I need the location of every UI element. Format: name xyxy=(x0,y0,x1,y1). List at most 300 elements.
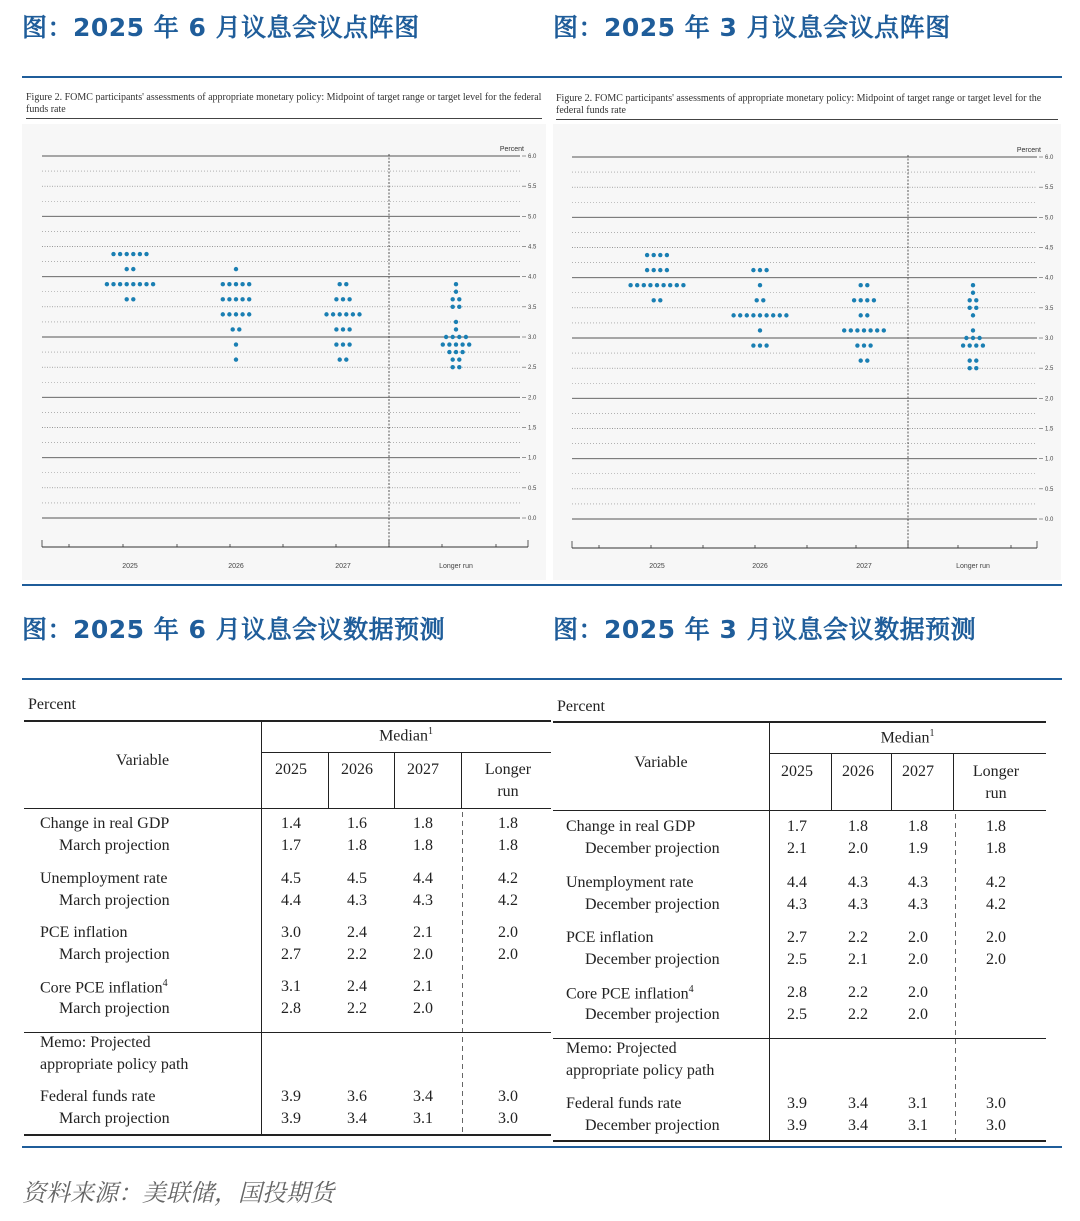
column-border xyxy=(831,753,832,810)
y-tick-label: 1.0 xyxy=(1045,456,1054,463)
variable-column-border xyxy=(769,721,770,1140)
value-cell: 3.9 xyxy=(787,1095,807,1112)
table-bottom-border xyxy=(24,1134,551,1136)
participant-dot xyxy=(125,297,129,301)
participant-dot xyxy=(665,253,669,257)
participant-dot xyxy=(467,342,471,346)
participant-dot xyxy=(855,343,859,347)
value-cell: 2.0 xyxy=(498,924,518,941)
participant-dot xyxy=(144,252,148,256)
participant-dot xyxy=(974,366,978,370)
participant-dot xyxy=(234,357,238,361)
y-tick-label: 3.5 xyxy=(1045,305,1054,312)
y-tick-label: 2.0 xyxy=(1045,396,1054,403)
participant-dot xyxy=(758,343,762,347)
participant-dot xyxy=(344,282,348,286)
dot-plot-chart-march xyxy=(553,80,1061,580)
participant-dot xyxy=(334,342,338,346)
value-cell: 1.8 xyxy=(498,815,518,832)
participant-dot xyxy=(971,313,975,317)
participant-dot xyxy=(347,297,351,301)
column-header: Longer xyxy=(484,761,532,778)
dot-plot-chart-june xyxy=(22,80,546,580)
variable-header: Variable xyxy=(634,754,688,771)
value-cell: 1.9 xyxy=(908,840,928,857)
participant-dot xyxy=(131,252,135,256)
participant-dot xyxy=(865,358,869,362)
row-sub-label: March projection xyxy=(59,837,170,854)
sep-table-march xyxy=(553,690,1047,1142)
value-cell: 1.8 xyxy=(986,840,1006,857)
row-label: PCE inflation xyxy=(566,929,654,946)
table-top-rule xyxy=(22,678,1062,680)
participant-dot xyxy=(642,283,646,287)
value-cell: 3.6 xyxy=(347,1088,367,1105)
participant-dot xyxy=(131,267,135,271)
value-cell: 2.0 xyxy=(986,929,1006,946)
value-cell: 3.0 xyxy=(986,1117,1006,1134)
x-category-label: 2027 xyxy=(335,563,351,570)
source-note: 资料来源：美联储，国投期货 xyxy=(22,1179,334,1207)
row-sub-label: March projection xyxy=(59,892,170,909)
participant-dot xyxy=(977,336,981,340)
participant-dot xyxy=(457,365,461,369)
participant-dot xyxy=(234,342,238,346)
participant-dot xyxy=(974,343,978,347)
column-header: run xyxy=(497,783,519,800)
value-cell: 4.3 xyxy=(848,896,868,913)
participant-dot xyxy=(118,252,122,256)
footnote-marker: 1 xyxy=(929,728,935,739)
value-cell: 2.0 xyxy=(908,929,928,946)
row-sub-label: March projection xyxy=(59,1110,170,1127)
variable-header: Variable xyxy=(115,752,170,769)
participant-dot xyxy=(974,358,978,362)
participant-dot xyxy=(324,312,328,316)
memo-border xyxy=(24,1032,551,1033)
participant-dot xyxy=(665,268,669,272)
participant-dot xyxy=(125,282,129,286)
figure-caption: Figure 2. FOMC participants' assessments of appropriate monetary policy: Midpoint of target range or target level for the federal funds rate xyxy=(26,92,542,115)
unit-label: Percent xyxy=(557,698,605,715)
value-cell: 3.0 xyxy=(498,1088,518,1105)
participant-dot xyxy=(738,313,742,317)
participant-dot xyxy=(111,282,115,286)
y-tick-label: 1.5 xyxy=(528,425,537,432)
participant-dot xyxy=(338,312,342,316)
y-tick-label: 5.5 xyxy=(528,184,537,191)
value-cell: 1.8 xyxy=(986,818,1006,835)
value-cell: 2.2 xyxy=(848,1006,868,1023)
participant-dot xyxy=(457,335,461,339)
value-cell: 3.0 xyxy=(281,924,301,941)
bottom-rule xyxy=(22,1146,1062,1148)
participant-dot xyxy=(351,312,355,316)
participant-dot xyxy=(464,335,468,339)
participant-dot xyxy=(247,297,251,301)
value-cell: 2.5 xyxy=(787,951,807,968)
value-cell: 1.8 xyxy=(413,815,433,832)
participant-dot xyxy=(240,297,244,301)
participant-dot xyxy=(751,268,755,272)
y-tick-label: 4.0 xyxy=(528,274,537,281)
participant-dot xyxy=(862,328,866,332)
value-cell: 4.2 xyxy=(498,892,518,909)
value-cell: 1.8 xyxy=(908,818,928,835)
participant-dot xyxy=(764,343,768,347)
row-label: Change in real GDP xyxy=(40,815,170,832)
value-cell: 2.4 xyxy=(347,924,367,941)
participant-dot xyxy=(859,313,863,317)
x-category-label: 2026 xyxy=(228,563,244,570)
participant-dot xyxy=(221,282,225,286)
dot-plot-panel-march xyxy=(553,80,1061,580)
value-cell: 3.1 xyxy=(908,1095,928,1112)
row-label: Federal funds rate xyxy=(40,1088,156,1105)
value-cell: 1.8 xyxy=(413,837,433,854)
value-cell: 2.2 xyxy=(347,946,367,963)
participant-dot xyxy=(784,313,788,317)
y-tick-label: 0.5 xyxy=(528,485,537,492)
participant-dot xyxy=(849,328,853,332)
value-cell: 3.9 xyxy=(281,1088,301,1105)
y-tick-label: 2.5 xyxy=(528,365,537,372)
value-cell: 4.2 xyxy=(986,896,1006,913)
y-tick-label: 0.0 xyxy=(1045,517,1054,523)
participant-dot xyxy=(675,283,679,287)
column-border xyxy=(953,753,954,810)
column-header: 2027 xyxy=(902,763,934,780)
participant-dot xyxy=(451,357,455,361)
value-cell: 3.1 xyxy=(281,978,301,995)
participant-dot xyxy=(764,268,768,272)
participant-dot xyxy=(971,328,975,332)
y-tick-label: 0.5 xyxy=(1045,486,1054,493)
row-sub-label: December projection xyxy=(585,896,720,913)
participant-dot xyxy=(138,282,142,286)
participant-dot xyxy=(855,328,859,332)
header-bottom-border xyxy=(24,808,551,809)
value-cell: 2.0 xyxy=(848,840,868,857)
participant-dot xyxy=(758,283,762,287)
x-category-label: Longer run xyxy=(439,563,473,570)
participant-dot xyxy=(451,297,455,301)
row-label: Change in real GDP xyxy=(566,818,696,835)
participant-dot xyxy=(731,313,735,317)
row-label: Federal funds rate xyxy=(566,1095,682,1112)
y-tick-label: 3.0 xyxy=(528,335,537,341)
value-cell: 2.2 xyxy=(347,1000,367,1017)
value-cell: 3.0 xyxy=(498,1110,518,1127)
participant-dot xyxy=(974,298,978,302)
participant-dot xyxy=(441,342,445,346)
participant-dot xyxy=(758,268,762,272)
participant-dot xyxy=(234,267,238,271)
row-sub-label: December projection xyxy=(585,951,720,968)
footnote-marker: 4 xyxy=(162,978,168,989)
participant-dot xyxy=(454,290,458,294)
participant-dot xyxy=(454,342,458,346)
participant-dot xyxy=(138,252,142,256)
memo-label: Memo: Projected xyxy=(40,1034,151,1051)
median-header: Median$^1$ xyxy=(880,728,935,747)
value-cell: 3.0 xyxy=(986,1095,1006,1112)
x-category-label: 2027 xyxy=(856,563,872,570)
x-category-label: Longer run xyxy=(956,563,990,570)
column-header: run xyxy=(985,785,1007,802)
participant-dot xyxy=(105,282,109,286)
figure-caption: Figure 2. FOMC participants' assessments of appropriate monetary policy: Midpoint of target range or target level for the federal funds rate xyxy=(556,93,1042,116)
participant-dot xyxy=(341,297,345,301)
participant-dot xyxy=(865,298,869,302)
value-cell: 2.7 xyxy=(787,929,807,946)
row-sub-label: December projection xyxy=(585,840,720,857)
participant-dot xyxy=(968,306,972,310)
participant-dot xyxy=(334,327,338,331)
value-cell: 4.3 xyxy=(347,892,367,909)
memo-label: appropriate policy path xyxy=(566,1062,715,1079)
value-cell: 2.2 xyxy=(848,984,868,1001)
y-tick-label: 2.0 xyxy=(528,395,537,402)
participant-dot xyxy=(231,327,235,331)
value-cell: 2.0 xyxy=(908,1006,928,1023)
participant-dot xyxy=(111,252,115,256)
heading-dot-plot-june: 图：2025 年 6 月议息会议点阵图 xyxy=(22,13,420,42)
participant-dot xyxy=(447,342,451,346)
participant-dot xyxy=(460,342,464,346)
participant-dot xyxy=(968,366,972,370)
memo-label: appropriate policy path xyxy=(40,1056,189,1073)
value-cell: 1.6 xyxy=(347,815,367,832)
row-sub-label: March projection xyxy=(59,1000,170,1017)
participant-dot xyxy=(652,298,656,302)
participant-dot xyxy=(658,253,662,257)
value-cell: 2.0 xyxy=(413,1000,433,1017)
participant-dot xyxy=(247,312,251,316)
participant-dot xyxy=(764,313,768,317)
value-cell: 4.4 xyxy=(787,874,807,891)
participant-dot xyxy=(755,298,759,302)
median-underline xyxy=(261,752,551,753)
participant-dot xyxy=(447,350,451,354)
column-header: 2025 xyxy=(781,763,813,780)
participant-dot xyxy=(971,336,975,340)
participant-dot xyxy=(771,313,775,317)
value-cell: 2.7 xyxy=(281,946,301,963)
participant-dot xyxy=(865,313,869,317)
participant-dot xyxy=(872,298,876,302)
table-top-border xyxy=(553,721,1046,723)
value-cell: 3.4 xyxy=(848,1117,868,1134)
participant-dot xyxy=(227,282,231,286)
value-cell: 3.1 xyxy=(908,1117,928,1134)
column-header: 2026 xyxy=(842,763,874,780)
value-cell: 2.1 xyxy=(787,840,807,857)
row-label: PCE inflation xyxy=(40,924,128,941)
table-bottom-border xyxy=(553,1140,1046,1142)
value-cell: 1.7 xyxy=(787,818,807,835)
participant-dot xyxy=(658,268,662,272)
participant-dot xyxy=(652,268,656,272)
memo-label: Memo: Projected xyxy=(566,1040,677,1057)
top-rule xyxy=(22,76,1062,78)
y-tick-label: 5.5 xyxy=(1045,185,1054,192)
column-header: 2026 xyxy=(341,761,373,778)
participant-dot xyxy=(842,328,846,332)
participant-dot xyxy=(981,343,985,347)
participant-dot xyxy=(761,298,765,302)
value-cell: 4.5 xyxy=(347,870,367,887)
value-cell: 2.1 xyxy=(848,951,868,968)
value-cell: 2.0 xyxy=(498,946,518,963)
value-cell: 1.8 xyxy=(347,837,367,854)
participant-dot xyxy=(859,298,863,302)
y-tick-label: 6.0 xyxy=(528,154,537,160)
participant-dot xyxy=(240,282,244,286)
participant-dot xyxy=(862,343,866,347)
row-sub-label: December projection xyxy=(585,1117,720,1134)
table-top-border xyxy=(24,720,551,722)
participant-dot xyxy=(758,313,762,317)
participant-dot xyxy=(971,283,975,287)
participant-dot xyxy=(151,282,155,286)
participant-dot xyxy=(457,305,461,309)
x-category-label: 2025 xyxy=(649,563,665,570)
participant-dot xyxy=(357,312,361,316)
participant-dot xyxy=(751,313,755,317)
participant-dot xyxy=(221,297,225,301)
participant-dot xyxy=(344,312,348,316)
value-cell: 2.0 xyxy=(986,951,1006,968)
value-cell: 1.7 xyxy=(281,837,301,854)
value-cell: 4.4 xyxy=(281,892,301,909)
participant-dot xyxy=(334,297,338,301)
variable-column-border xyxy=(261,720,262,1134)
column-border xyxy=(891,753,892,810)
participant-dot xyxy=(661,283,665,287)
participant-dot xyxy=(454,327,458,331)
participant-dot xyxy=(658,298,662,302)
participant-dot xyxy=(454,282,458,286)
y-axis-label: Percent xyxy=(1016,147,1041,154)
participant-dot xyxy=(882,328,886,332)
participant-dot xyxy=(144,282,148,286)
participant-dot xyxy=(859,283,863,287)
row-label: Core PCE inflation$^4$ xyxy=(566,984,694,1003)
value-cell: 1.8 xyxy=(498,837,518,854)
heading-dot-plot-march: 图：2025 年 3 月议息会议点阵图 xyxy=(553,13,951,42)
participant-dot xyxy=(234,282,238,286)
participant-dot xyxy=(118,282,122,286)
participant-dot xyxy=(347,342,351,346)
participant-dot xyxy=(652,253,656,257)
value-cell: 4.5 xyxy=(281,870,301,887)
median-underline xyxy=(769,753,1046,754)
value-cell: 3.4 xyxy=(347,1110,367,1127)
value-cell: 2.8 xyxy=(787,984,807,1001)
value-cell: 4.3 xyxy=(908,896,928,913)
footnote-marker: 1 xyxy=(427,726,433,737)
participant-dot xyxy=(331,312,335,316)
y-tick-label: 2.5 xyxy=(1045,366,1054,373)
value-cell: 4.3 xyxy=(848,874,868,891)
value-cell: 4.4 xyxy=(413,870,433,887)
x-category-label: 2025 xyxy=(122,563,138,570)
participant-dot xyxy=(234,297,238,301)
participant-dot xyxy=(457,297,461,301)
value-cell: 2.1 xyxy=(413,924,433,941)
participant-dot xyxy=(974,306,978,310)
column-border xyxy=(328,752,329,808)
participant-dot xyxy=(338,357,342,361)
participant-dot xyxy=(635,283,639,287)
value-cell: 2.1 xyxy=(413,978,433,995)
participant-dot xyxy=(655,283,659,287)
y-tick-label: 1.5 xyxy=(1045,426,1054,433)
participant-dot xyxy=(451,365,455,369)
participant-dot xyxy=(460,350,464,354)
value-cell: 3.1 xyxy=(413,1110,433,1127)
value-cell: 3.9 xyxy=(281,1110,301,1127)
value-cell: 4.2 xyxy=(986,874,1006,891)
value-cell: 2.8 xyxy=(281,1000,301,1017)
column-border xyxy=(461,752,462,808)
participant-dot xyxy=(227,297,231,301)
y-tick-label: 5.0 xyxy=(1045,215,1054,222)
value-cell: 4.3 xyxy=(908,874,928,891)
y-tick-label: 4.0 xyxy=(1045,275,1054,282)
header-bottom-border xyxy=(553,810,1046,811)
participant-dot xyxy=(745,313,749,317)
y-tick-label: 1.0 xyxy=(528,455,537,462)
column-header: 2027 xyxy=(407,761,439,778)
participant-dot xyxy=(131,282,135,286)
value-cell: 1.4 xyxy=(281,815,301,832)
column-border xyxy=(394,752,395,808)
participant-dot xyxy=(645,253,649,257)
participant-dot xyxy=(344,357,348,361)
y-tick-label: 5.0 xyxy=(528,214,537,221)
middle-rule xyxy=(22,584,1062,586)
value-cell: 3.9 xyxy=(787,1117,807,1134)
value-cell: 4.3 xyxy=(413,892,433,909)
participant-dot xyxy=(865,283,869,287)
participant-dot xyxy=(451,335,455,339)
participant-dot xyxy=(968,343,972,347)
dot-plot-panel-june xyxy=(22,80,546,580)
participant-dot xyxy=(341,327,345,331)
participant-dot xyxy=(778,313,782,317)
heading-sep-march: 图：2025 年 3 月议息会议数据预测 xyxy=(553,615,977,644)
participant-dot xyxy=(859,358,863,362)
participant-dot xyxy=(237,327,241,331)
participant-dot xyxy=(341,342,345,346)
y-tick-label: 4.5 xyxy=(528,244,537,251)
value-cell: 2.0 xyxy=(908,951,928,968)
value-cell: 2.0 xyxy=(413,946,433,963)
participant-dot xyxy=(240,312,244,316)
row-label: Unemployment rate xyxy=(566,874,694,891)
y-tick-label: 4.5 xyxy=(1045,245,1054,252)
column-header: Longer xyxy=(972,763,1020,780)
longer-run-dashed-divider xyxy=(955,814,956,1140)
y-tick-label: 3.5 xyxy=(528,304,537,311)
participant-dot xyxy=(457,357,461,361)
participant-dot xyxy=(131,297,135,301)
participant-dot xyxy=(221,312,225,316)
participant-dot xyxy=(454,350,458,354)
participant-dot xyxy=(247,282,251,286)
